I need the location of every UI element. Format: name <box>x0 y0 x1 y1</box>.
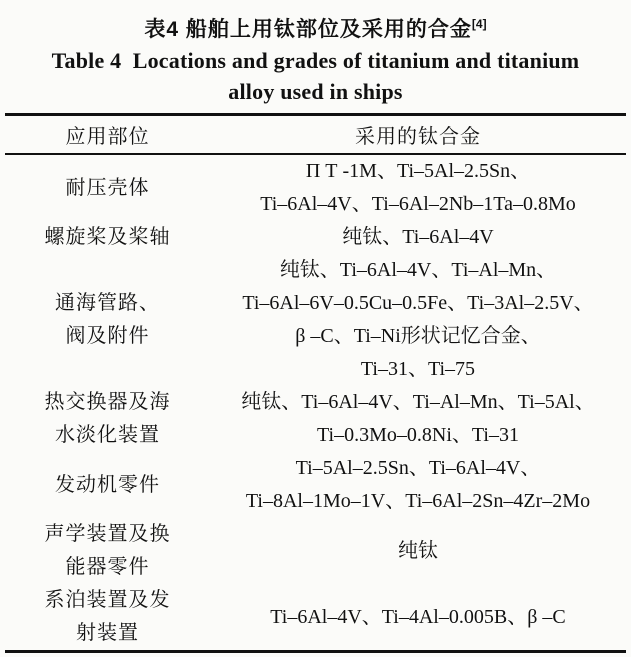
alloy-line: Ti–31、Ti–75 <box>360 358 476 380</box>
header-alloys: 采用的钛合金 <box>355 126 481 148</box>
alloy-line: 纯钛、Ti–6Al–4V、Ti–Al–Mn、 <box>279 259 557 281</box>
location-cell <box>5 469 210 502</box>
location-line: 螺旋桨及桨轴 <box>44 226 171 248</box>
alloys-cell <box>210 221 626 254</box>
table-row <box>5 452 626 518</box>
location-line: 通海管路、 <box>55 292 160 314</box>
table-title-chinese-text: 表4 船舶上用钛部位及采用的合金 <box>144 18 472 41</box>
alloy-line: 纯钛 <box>398 539 438 562</box>
alloys-cell <box>210 601 626 634</box>
alloys-cell <box>210 452 626 518</box>
location-cell <box>5 584 210 650</box>
alloy-line: 纯钛、Ti–6Al–4V <box>342 226 494 248</box>
table-row <box>5 518 626 584</box>
location-cell <box>5 172 210 205</box>
table-row <box>5 221 626 254</box>
alloys-cell <box>210 535 626 568</box>
alloy-line: Ti–6Al–4V、Ti–6Al–2Nb–1Ta–0.8Mo <box>260 193 576 215</box>
data-table <box>5 113 626 653</box>
alloy-line: Ti–0.3Mo–0.8Ni、Ti–31 <box>317 424 519 446</box>
citation-superscript: [4] <box>471 17 487 31</box>
location-line: 耐压壳体 <box>65 176 150 199</box>
table-row <box>5 254 626 386</box>
alloy-line: Ti–5Al–2.5Sn、Ti–6Al–4V、 <box>295 457 541 479</box>
location-line: 阀及附件 <box>65 325 150 347</box>
location-line: 射装置 <box>76 622 139 644</box>
alloys-cell <box>210 386 626 452</box>
alloys-cell <box>210 254 626 386</box>
alloy-line: П Т -1M、Ti–5Al–2.5Sn、 <box>305 160 531 182</box>
table-row <box>5 155 626 221</box>
location-line: 声学装置及换 <box>44 523 171 545</box>
location-cell <box>5 518 210 584</box>
location-line: 热交换器及海 <box>44 391 171 413</box>
location-line: 系泊装置及发 <box>44 589 171 611</box>
location-line: 水淡化装置 <box>55 424 160 446</box>
table-body <box>5 155 626 650</box>
location-cell <box>5 287 210 353</box>
alloy-line: Ti–8Al–1Mo–1V、Ti–6Al–2Sn–4Zr–2Mo <box>245 490 591 512</box>
location-line: 发动机零件 <box>55 473 160 496</box>
alloys-cell <box>210 155 626 221</box>
table-header-row <box>5 116 626 155</box>
alloy-line: β –C、Ti–Ni形状记忆合金、 <box>295 325 541 347</box>
alloy-line: Ti–6Al–6V–0.5Cu–0.5Fe、Ti–3Al–2.5V、 <box>242 292 594 314</box>
location-cell <box>5 386 210 452</box>
location-cell <box>5 221 210 254</box>
location-line: 能器零件 <box>65 556 150 578</box>
table-title-chinese <box>0 0 631 45</box>
table-row <box>5 584 626 650</box>
alloy-line: Ti–6Al–4V、Ti–4Al–0.005B、β –C <box>270 605 566 628</box>
header-location: 应用部位 <box>65 126 150 148</box>
alloy-line: 纯钛、Ti–6Al–4V、Ti–Al–Mn、Ti–5Al、 <box>241 391 595 413</box>
table-title-english-line2: alloy used in ships <box>228 79 403 104</box>
table-row <box>5 386 626 452</box>
table-title-english-line1: Table 4 Locations and grades of titanium and titanium <box>51 48 580 73</box>
